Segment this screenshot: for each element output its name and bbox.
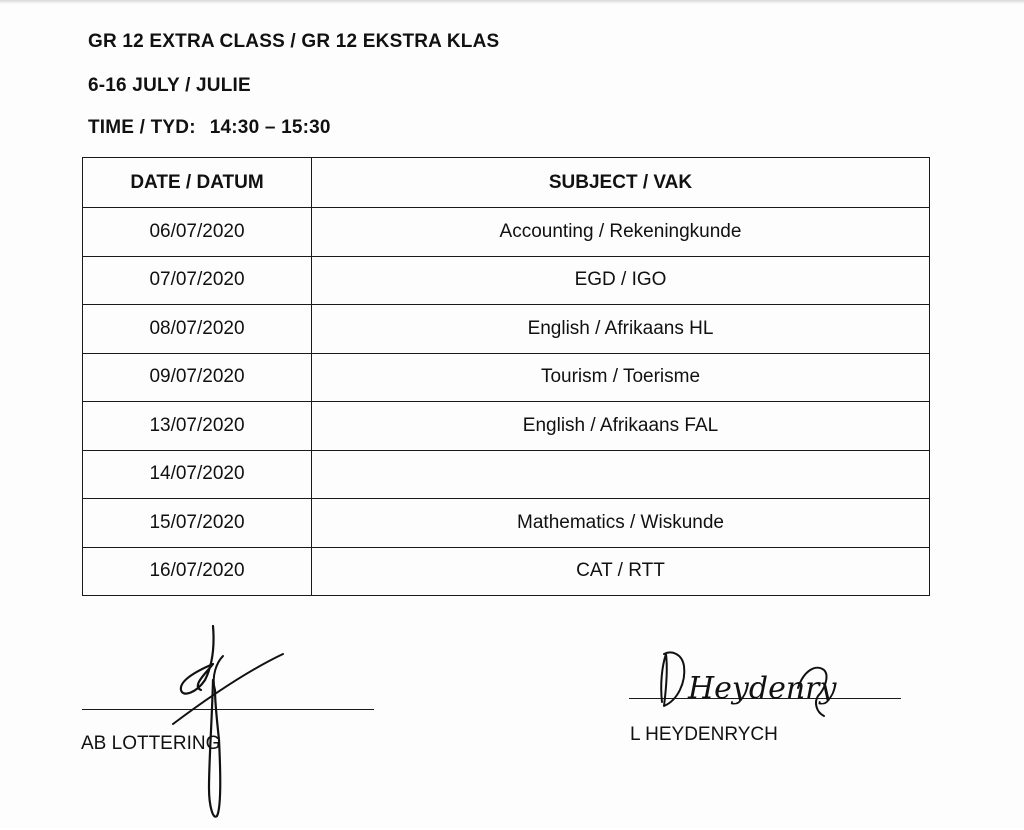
handwritten-signature-left bbox=[165, 620, 305, 830]
table-row bbox=[83, 547, 930, 596]
table-row bbox=[83, 450, 930, 499]
title-text: GR 12 EXTRA CLASS / GR 12 EKSTRA KLAS bbox=[88, 31, 500, 52]
subject-cell: Accounting / Rekeningkunde bbox=[312, 208, 930, 257]
table-row bbox=[83, 305, 930, 354]
signatory-name: L HEYDENRYCH bbox=[630, 724, 778, 745]
subject-cell: CAT / RTT bbox=[312, 547, 930, 596]
date-cell: 06/07/2020 bbox=[83, 208, 312, 257]
date-cell: 16/07/2020 bbox=[83, 547, 312, 596]
time-value: 14:30 – 15:30 bbox=[209, 117, 331, 138]
table-row bbox=[83, 499, 930, 548]
time-label: TIME / TYD: bbox=[88, 117, 196, 138]
date-cell: 09/07/2020 bbox=[83, 353, 312, 402]
table-row bbox=[83, 353, 930, 402]
date-cell: 15/07/2020 bbox=[83, 499, 312, 548]
subject-cell: English / Afrikaans HL bbox=[312, 305, 930, 354]
date-cell: 14/07/2020 bbox=[83, 450, 312, 499]
schedule-table bbox=[82, 157, 930, 596]
date-cell: 08/07/2020 bbox=[83, 305, 312, 354]
date-range-text: 6-16 JULY / JULIE bbox=[88, 75, 251, 96]
time-line bbox=[88, 117, 331, 139]
date-range bbox=[88, 75, 251, 97]
scan-edge bbox=[0, 0, 1024, 4]
subject-cell: Tourism / Toerisme bbox=[312, 353, 930, 402]
handwritten-signature-right bbox=[648, 640, 838, 720]
date-cell: 07/07/2020 bbox=[83, 256, 312, 305]
subject-cell: English / Afrikaans FAL bbox=[312, 402, 930, 451]
subject-cell bbox=[312, 450, 930, 499]
table-row bbox=[83, 256, 930, 305]
signature-handwriting: Heydenry bbox=[688, 671, 837, 706]
date-cell: 13/07/2020 bbox=[83, 402, 312, 451]
column-header-subject: SUBJECT / VAK bbox=[312, 158, 930, 208]
subject-cell: Mathematics / Wiskunde bbox=[312, 499, 930, 548]
table-header-row bbox=[83, 158, 930, 208]
subject-cell: EGD / IGO bbox=[312, 256, 930, 305]
signatory-name: AB LOTTERING bbox=[81, 733, 221, 754]
document-title bbox=[88, 31, 499, 53]
table-row bbox=[83, 402, 930, 451]
table-row bbox=[83, 208, 930, 257]
column-header-date: DATE / DATUM bbox=[83, 158, 312, 208]
